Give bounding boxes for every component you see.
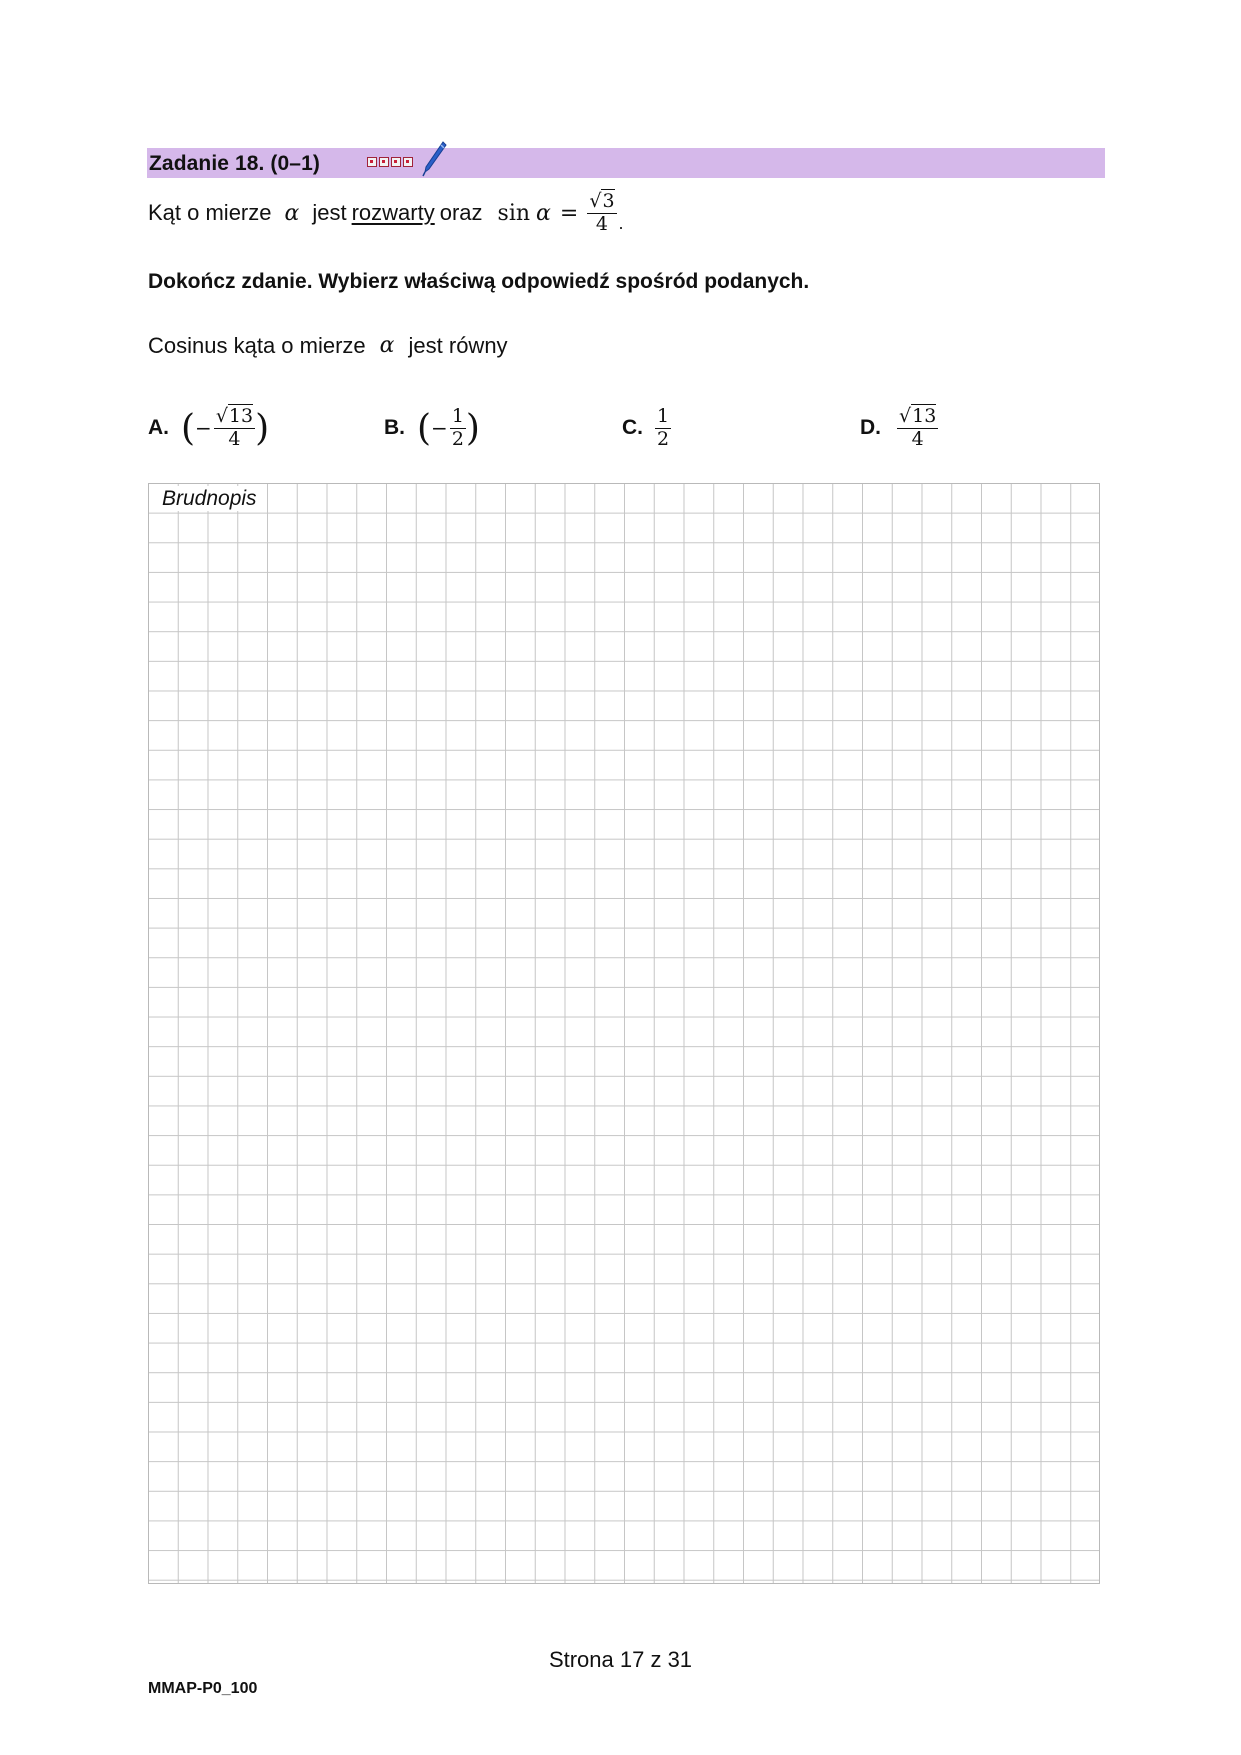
sqrt-symbol: √	[589, 189, 602, 212]
fraction-numerator: 1	[451, 404, 464, 427]
tool-box-icon	[391, 157, 401, 167]
stem-text-2: jest	[312, 200, 347, 225]
open-paren: (	[181, 407, 196, 449]
scratch-grid[interactable]	[148, 483, 1100, 1584]
option-label: B.	[384, 416, 405, 439]
fraction-denominator: 4	[595, 212, 608, 235]
minus-sign: −	[195, 416, 212, 440]
option-fraction	[897, 404, 938, 450]
fraction-numerator	[214, 404, 255, 429]
radicand: 13	[912, 404, 937, 427]
radicand: 3	[602, 189, 615, 212]
document-code: MMAP-P0_100	[148, 1680, 258, 1697]
pen-icon	[421, 141, 447, 177]
tool-box-icon	[367, 157, 377, 167]
fraction-numerator	[897, 404, 938, 429]
fraction-denominator: 2	[451, 427, 464, 450]
stem-text-1: Kąt o mierze	[148, 200, 272, 225]
tool-box-icon	[403, 157, 413, 167]
alpha-symbol: α	[536, 200, 551, 226]
sqrt-symbol: √	[899, 404, 912, 427]
sine-equation	[497, 189, 624, 235]
open-paren: (	[417, 407, 432, 449]
fraction-denominator: 4	[228, 427, 241, 450]
question-text-2: jest równy	[408, 333, 508, 358]
scratch-label: Brudnopis	[161, 486, 265, 511]
question-text-1: Cosinus kąta o mierze	[148, 333, 366, 358]
alpha-symbol: α	[284, 200, 300, 226]
option-label: A.	[148, 416, 169, 439]
period: .	[618, 213, 624, 234]
close-paren: )	[465, 407, 480, 449]
question-text	[148, 333, 508, 359]
alpha-symbol: α	[379, 333, 395, 358]
stem-underlined-word: rozwarty	[351, 200, 435, 225]
sine-value-fraction	[587, 189, 616, 235]
option-d[interactable]	[860, 400, 938, 456]
fraction-denominator: 4	[911, 427, 924, 450]
fraction-numerator: 1	[657, 404, 670, 427]
radicand: 13	[228, 404, 254, 427]
option-label: C.	[622, 416, 643, 439]
option-b[interactable]	[384, 400, 480, 456]
tool-box-icon	[379, 157, 389, 167]
option-fraction	[214, 404, 255, 450]
sin-function: sin	[497, 200, 531, 226]
option-a[interactable]	[148, 400, 269, 456]
fraction-numerator	[587, 189, 616, 214]
sqrt-symbol: √	[215, 404, 228, 427]
task-title: Zadanie 18. (0–1)	[149, 152, 320, 175]
task-header	[147, 148, 1105, 178]
fraction-denominator: 2	[657, 427, 670, 450]
close-paren: )	[255, 407, 270, 449]
task-stem	[148, 185, 624, 241]
stem-text-3: oraz	[439, 200, 483, 225]
option-c[interactable]	[622, 400, 671, 456]
equals-sign: =	[559, 200, 579, 226]
minus-sign: −	[431, 416, 448, 440]
option-label: D.	[860, 416, 881, 439]
calculator-tool-icon	[367, 157, 413, 167]
page-number: Strona 17 z 31	[548, 1647, 693, 1672]
option-fraction	[450, 404, 466, 450]
instruction: Dokończ zdanie. Wybierz właściwą odpowiedź spośród podanych.	[148, 270, 810, 293]
option-fraction	[655, 404, 671, 450]
